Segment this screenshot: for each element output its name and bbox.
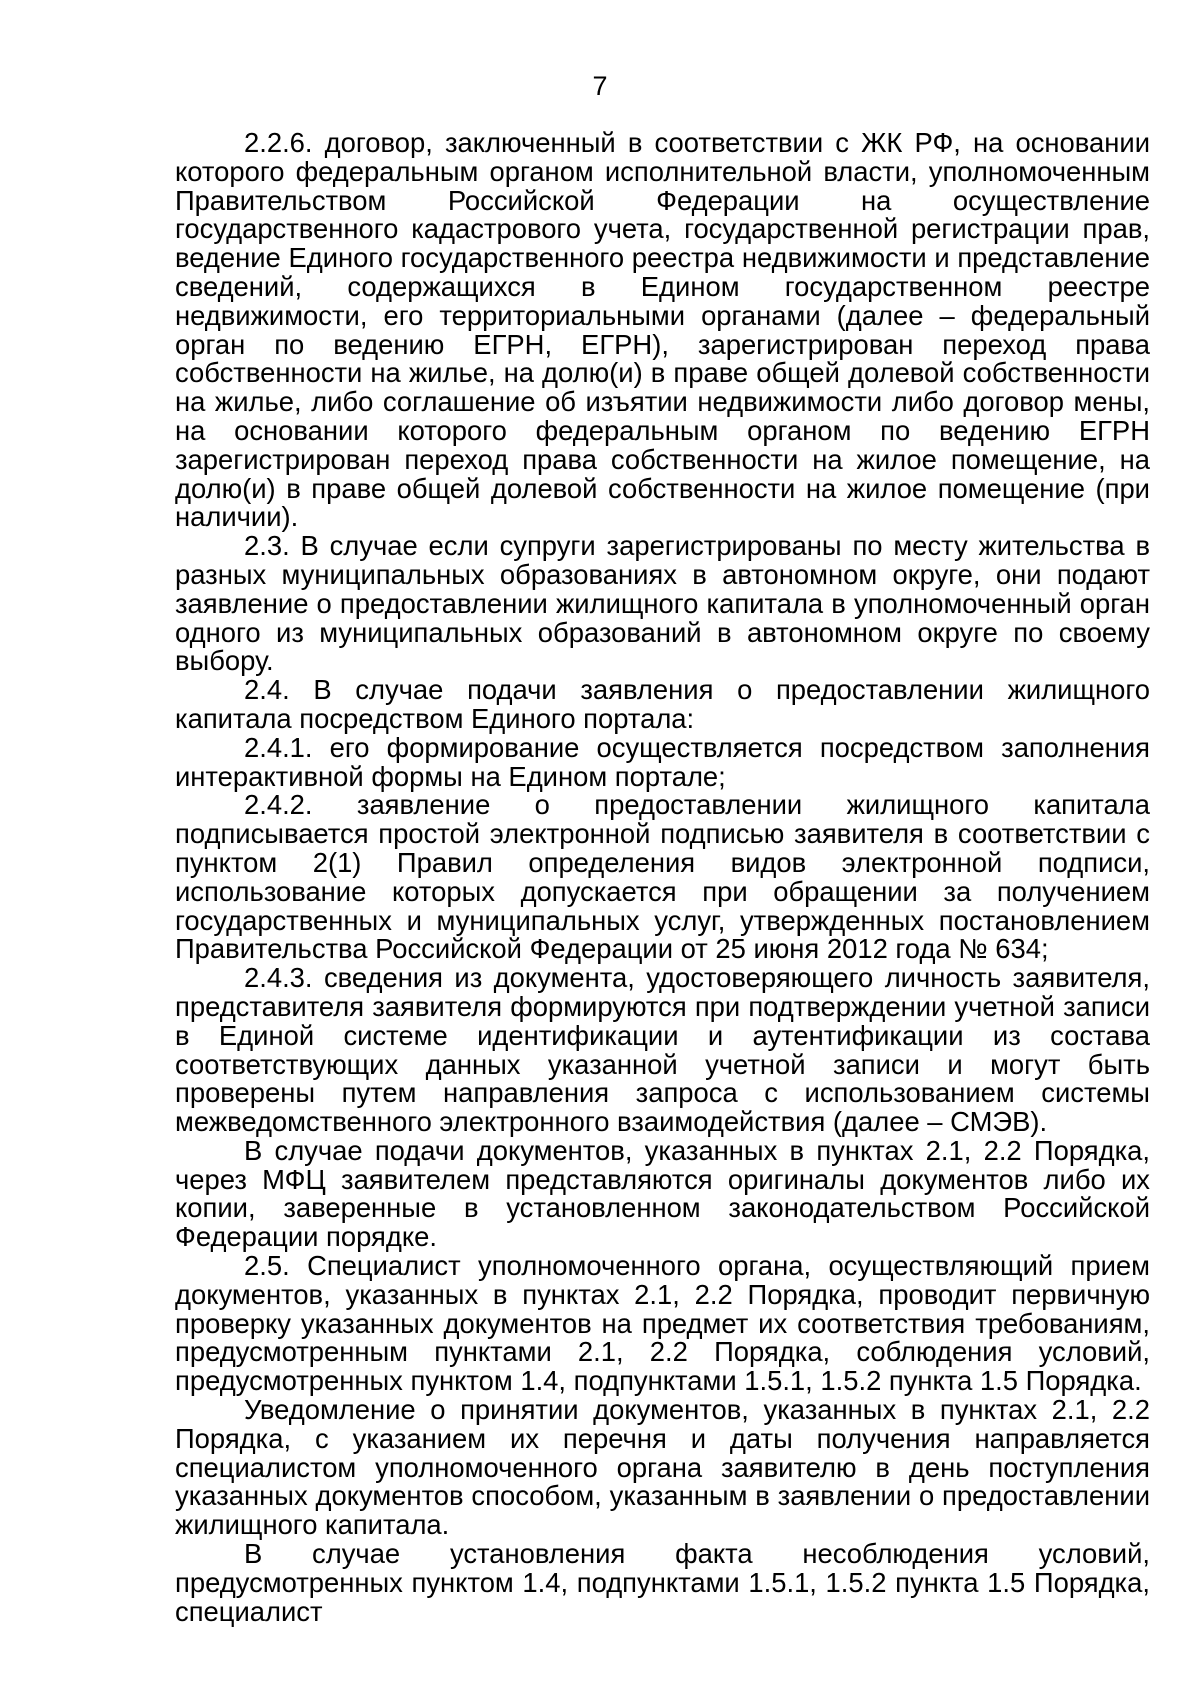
paragraph-2-3: 2.3. В случае если супруги зарегистрированы по месту жительства в разных муниципальных образованиях в автономном округе, они подают заявление о предоставлении жилищного капитала в уполномоченный орган одного из муниципальных образований в автономном округе по своему выбору.: [175, 530, 1150, 677]
paragraph-2-4-3: 2.4.3. сведения из документа, удостоверяющего личность заявителя, представителя заявителя формируются при подтверждении учетной записи в Единой системе идентификации и аутентификации из состава соответствующих данных указанной учетной записи и могут быть проверены путем направления запроса с использованием системы межведомственного электронного взаимодействия (далее – СМЭВ).: [175, 962, 1150, 1138]
paragraph-2-4-2: 2.4.2. заявление о предоставлении жилищного капитала подписывается простой электронной подписью заявителя в соответствии с пунктом 2(1) Правил определения видов электронной подписи, использование которых допускается при обращении за получением государственных и муниципальных услуг, утвержденных постановлением Правительства Российской Федерации от 25 июня 2012 года № 634;: [175, 789, 1150, 965]
paragraph-mfc-submission: В случае подачи документов, указанных в пунктах 2.1, 2.2 Порядка, через МФЦ заявителем представляются оригиналы документов либо их копии, заверенные в установленном законодательством Российской Федерации порядке.: [175, 1134, 1150, 1253]
paragraph-2-2-6: 2.2.6. договор, заключенный в соответствии с ЖК РФ, на основании которого федеральным органом исполнительной власти, уполномоченным Правительством Российской Федерации на осуществление государственного кадастрового учета, государственной регистрации прав, ведение Единого государственного реестра недвижимости и представление сведений, содержащихся в Едином государственном реестре недвижимости, его территориальными органами (далее – федеральный орган по ведению ЕГРН, ЕГРН), зарегистрирован переход права собственности на жилье, на долю(и) в праве общей долевой собственности на жилье, либо соглашение об изъятии недвижимости либо договор мены, на основании которого федеральным органом по ведению ЕГРН зарегистрирован переход права собственности на жилое помещение, на долю(и) в праве общей долевой собственности на жилое помещение (при наличии).: [175, 127, 1150, 533]
paragraph-2-4: 2.4. В случае подачи заявления о предоставлении жилищного капитала посредством Единого портала:: [175, 674, 1150, 734]
paragraph-2-4-1: 2.4.1. его формирование осуществляется посредством заполнения интерактивной формы на Едином портале;: [175, 731, 1150, 792]
paragraph-2-5: 2.5. Специалист уполномоченного органа, осуществляющий прием документов, указанных в пунктах 2.1, 2.2 Порядка, проводит первичную проверку указанных документов на предмет их соответствия требованиям, предусмотренным пунктами 2.1, 2.2 Порядка, соблюдения условий, предусмотренных пунктом 1.4, подпунктами 1.5.1, 1.5.2 пункта 1.5 Порядка.: [175, 1250, 1150, 1397]
document-body: [175, 129, 1150, 1626]
paragraph-acceptance-notice: Уведомление о принятии документов, указанных в пунктах 2.1, 2.2 Порядка, с указанием их перечня и даты получения направляется специалистом уполномоченного органа заявителю в день поступления указанных документов способом, указанным в заявлении о предоставлении жилищного капитала.: [175, 1394, 1150, 1541]
paragraph-noncompliance: В случае установления факта несоблюдения условий, предусмотренных пунктом 1.4, подпунктами 1.5.1, 1.5.2 пункта 1.5 Порядка, специалист: [175, 1538, 1150, 1627]
page-number: 7: [592, 71, 608, 101]
